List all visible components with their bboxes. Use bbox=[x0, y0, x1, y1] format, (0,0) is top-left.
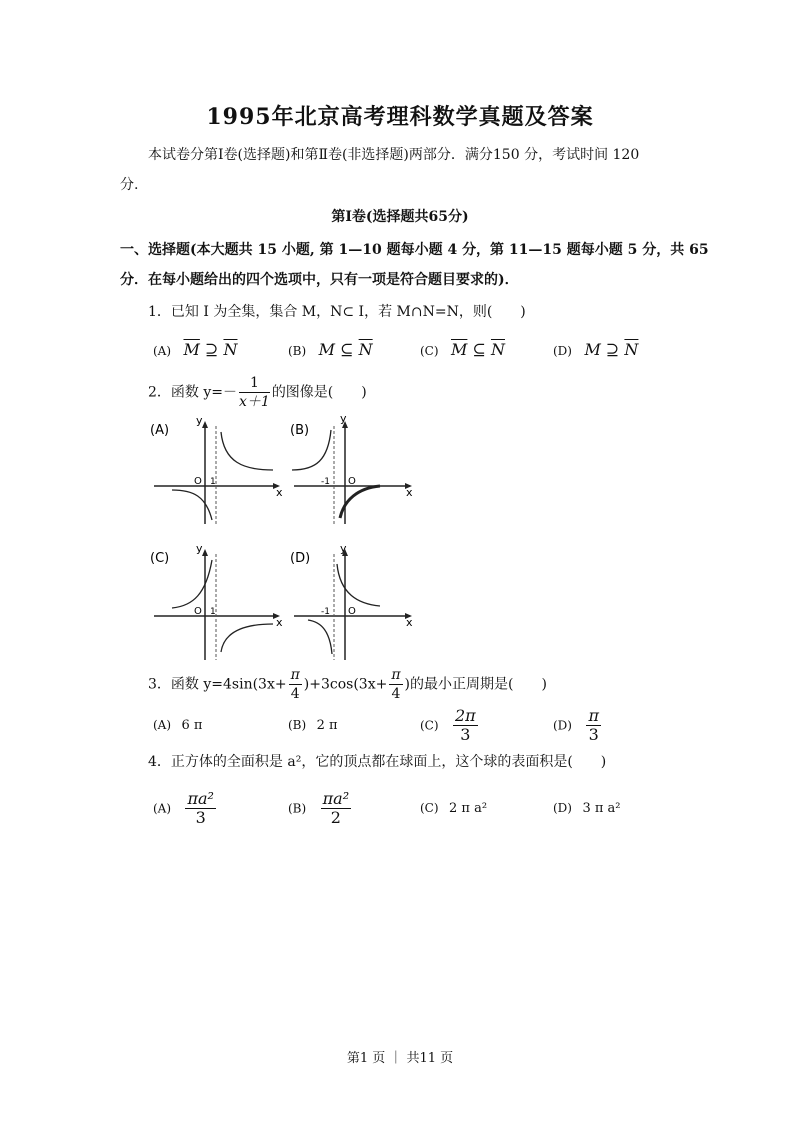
graph-c-origin: O bbox=[194, 606, 202, 617]
q1-option-c-rel: ⊆ bbox=[472, 340, 486, 359]
q3-option-c-den: 3 bbox=[460, 725, 471, 744]
q4-option-a-label: (A) bbox=[153, 801, 172, 816]
q3-frac-2-den: 4 bbox=[391, 686, 401, 702]
q1-text: 1．已知 I 为全集，集合 M，N⊂ I，若 M∩N=N，则( ) bbox=[148, 304, 526, 320]
page-footer: 第1 页 ｜ 共11 页 bbox=[346, 1051, 454, 1066]
q3-option-d-den: 3 bbox=[588, 725, 599, 744]
graph-c-y-arrow bbox=[202, 549, 208, 556]
q1-option-a bbox=[153, 340, 237, 359]
q4-option-b-label: (B) bbox=[288, 801, 307, 816]
graph-d-curve-right bbox=[337, 564, 380, 606]
q4-option-d-text: 3 π a² bbox=[582, 801, 621, 816]
q4-option-b-den: 2 bbox=[330, 808, 341, 827]
q3-frac-1 bbox=[289, 666, 302, 703]
graph-d-origin: O bbox=[348, 606, 356, 617]
graph-c-label: (C) bbox=[150, 551, 170, 566]
intro-line-1: 本试卷分第Ⅰ卷(选择题)和第Ⅱ卷(非选择题)两部分．满分150 分，考试时间 120 bbox=[148, 147, 640, 163]
q3-mid: )+3cos(3x+ bbox=[303, 676, 388, 693]
q3-prefix: 3．函数 y=4sin(3x+ bbox=[148, 676, 287, 693]
q1-option-b-right: $\overline{N}$ bbox=[358, 340, 373, 359]
q2-fraction bbox=[239, 374, 270, 411]
q4-option-b bbox=[288, 790, 353, 827]
graph-d-mark: -1 bbox=[321, 607, 330, 617]
q3-frac-2 bbox=[389, 666, 402, 703]
graph-d bbox=[288, 542, 428, 660]
q1-option-d-left: M bbox=[584, 340, 601, 359]
graph-b bbox=[288, 412, 428, 524]
q1-option-d-right: $\overline{N}$ bbox=[624, 340, 639, 359]
q4-option-a-frac bbox=[185, 790, 215, 827]
graph-a-y-arrow bbox=[202, 421, 208, 428]
graph-d-y-label: y bbox=[340, 542, 347, 555]
q3-frac-2-num: π bbox=[391, 667, 401, 683]
graph-c-mark: 1 bbox=[210, 607, 216, 617]
q4-option-c-label: (C) bbox=[420, 801, 439, 815]
q3-option-b bbox=[288, 717, 338, 733]
q1-option-c-right: $\overline{N}$ bbox=[490, 340, 505, 359]
q3-frac-1-num: π bbox=[290, 667, 300, 683]
q3-text bbox=[148, 666, 547, 703]
q3-option-b-label: (B) bbox=[288, 718, 307, 732]
graph-d-label: (D) bbox=[290, 551, 311, 566]
q1-option-a-left: $\overline{M}$ bbox=[183, 340, 200, 359]
graph-c-y-label: y bbox=[196, 542, 203, 555]
q4-option-a bbox=[153, 790, 218, 827]
graph-a bbox=[148, 412, 288, 524]
q3-option-d bbox=[553, 707, 603, 744]
q2-text bbox=[148, 374, 367, 411]
q2-suffix: 的图像是( ) bbox=[271, 384, 367, 401]
q4-option-a-den: 3 bbox=[195, 808, 206, 827]
q4-option-d bbox=[553, 800, 620, 816]
q3-option-d-label: (D) bbox=[553, 718, 572, 733]
q1-option-d-rel: ⊇ bbox=[605, 340, 620, 359]
q3-option-c-num: 2π bbox=[455, 706, 476, 725]
graph-c bbox=[148, 542, 288, 660]
graph-b-origin: O bbox=[348, 476, 356, 487]
q1-option-c-left: $\overline{M}$ bbox=[451, 340, 468, 359]
q4-text: 4．正方体的全面积是 a²，它的顶点都在球面上，这个球的表面积是( ) bbox=[148, 754, 607, 770]
q1-option-a-rel: ⊇ bbox=[204, 340, 219, 359]
graph-a-curve-right bbox=[221, 432, 273, 470]
q4-option-a-num: πa² bbox=[187, 789, 214, 808]
q3-option-d-frac bbox=[586, 707, 601, 744]
part1-heading: 第Ⅰ卷(选择题共65分) bbox=[331, 209, 469, 225]
q1-option-c bbox=[420, 340, 505, 359]
q1-option-d bbox=[553, 340, 638, 359]
q1-option-a-label: (A) bbox=[153, 344, 172, 358]
graph-b-y-label: y bbox=[340, 412, 347, 425]
q4-option-b-frac bbox=[321, 790, 351, 827]
q3-option-c-frac bbox=[453, 707, 478, 744]
q3-option-d-num: π bbox=[588, 706, 599, 725]
graph-a-mark: 1 bbox=[210, 477, 216, 487]
section1-line-2: 分．在每小题给出的四个选项中，只有一项是符合题目要求的)． bbox=[120, 272, 519, 288]
graph-b-x-label: x bbox=[406, 486, 413, 499]
q3-suffix: )的最小正周期是( ) bbox=[404, 676, 547, 693]
section1-line-1: 一、选择题(本大题共 15 小题, 第 1—10 题每小题 4 分，第 11—15 题每小题 5 分，共 65 bbox=[120, 242, 709, 258]
page-title: 1995年北京高考理科数学真题及答案 bbox=[206, 104, 594, 130]
q1-option-a-right: $\overline{N}$ bbox=[223, 340, 238, 359]
q1-option-b-label: (B) bbox=[288, 344, 307, 358]
graph-d-curve-left bbox=[308, 620, 332, 654]
q3-option-b-text: 2 π bbox=[316, 718, 338, 733]
graph-c-curve-left bbox=[172, 560, 212, 608]
graph-b-mark: -1 bbox=[321, 477, 330, 487]
graph-c-x-label: x bbox=[276, 616, 283, 629]
graph-a-curve-left bbox=[172, 490, 212, 520]
q3-frac-1-den: 4 bbox=[290, 686, 300, 702]
graph-a-origin: O bbox=[194, 476, 202, 487]
q4-option-c bbox=[420, 800, 487, 816]
q3-option-a bbox=[153, 717, 202, 733]
q3-option-a-label: (A) bbox=[153, 718, 172, 732]
q1-option-b-rel: ⊆ bbox=[340, 340, 354, 359]
q2-num: 1 bbox=[239, 374, 270, 393]
graph-a-label: (A) bbox=[150, 423, 170, 438]
q1-option-b bbox=[288, 340, 373, 359]
q1-option-d-label: (D) bbox=[553, 344, 572, 358]
q3-option-c bbox=[420, 707, 480, 744]
q2-prefix: 2．函数 y=－ bbox=[148, 384, 237, 401]
graph-c-curve-right bbox=[221, 624, 273, 652]
graph-b-label: (B) bbox=[290, 423, 310, 438]
q3-option-a-text: 6 π bbox=[181, 718, 203, 733]
q4-option-d-label: (D) bbox=[553, 801, 572, 815]
graph-d-x-label: x bbox=[406, 616, 413, 629]
graph-a-y-label: y bbox=[196, 414, 203, 427]
q3-option-c-label: (C) bbox=[420, 718, 439, 733]
q4-option-b-num: πa² bbox=[322, 789, 350, 808]
q1-option-b-left: M bbox=[318, 340, 336, 359]
intro-line-2: 分. bbox=[120, 177, 139, 193]
q1-option-c-label: (C) bbox=[420, 344, 439, 358]
graph-b-curve-right bbox=[340, 486, 380, 518]
q2-den: x＋1 bbox=[239, 394, 270, 410]
graph-a-x-label: x bbox=[276, 486, 283, 499]
q4-option-c-text: 2 π a² bbox=[449, 801, 488, 816]
